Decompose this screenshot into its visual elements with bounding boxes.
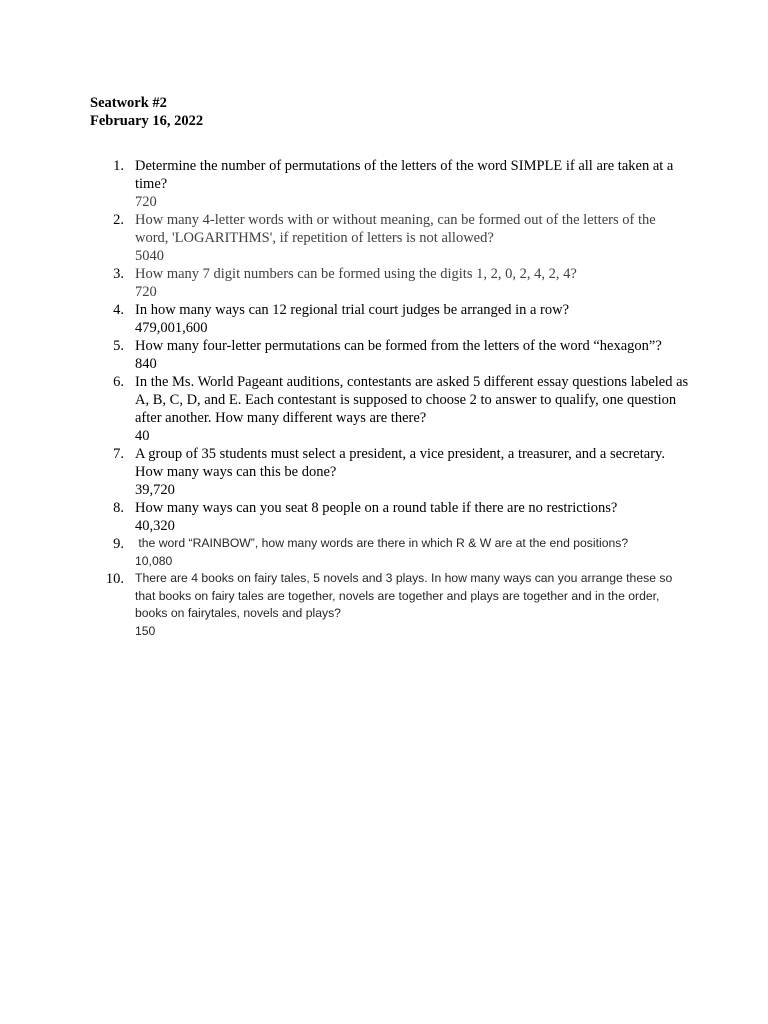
document-header — [90, 94, 203, 130]
answer-text: 40 — [135, 428, 150, 444]
item-number: 4. — [113, 302, 124, 318]
answer-text: 720 — [135, 284, 157, 300]
list-item — [100, 265, 690, 301]
list-item — [100, 337, 690, 373]
question-text: How many 7 digit numbers can be formed using the digits 1, 2, 0, 2, 4, 2, 4? — [135, 266, 577, 282]
document-date: February 16, 2022 — [90, 113, 204, 129]
item-number: 5. — [113, 338, 124, 354]
item-number: 8. — [113, 500, 124, 516]
item-number: 1. — [113, 158, 124, 174]
question-list — [100, 157, 690, 640]
answer-text: 150 — [135, 623, 156, 638]
list-item — [100, 373, 690, 445]
question-text: In how many ways can 12 regional trial court judges be arranged in a row? — [135, 302, 570, 318]
question-text: How many ways can you seat 8 people on a round table if there are no restrictions? — [135, 500, 618, 516]
list-item — [100, 570, 690, 640]
item-number: 6. — [113, 374, 124, 390]
question-text: the word “RAINBOW”, how many words are there in which R & W are at the end positions? — [135, 536, 629, 550]
answer-text: 840 — [135, 356, 157, 372]
document-title: Seatwork #2 — [90, 95, 167, 111]
question-text: How many four-letter permutations can be formed from the letters of the word “hexagon”? — [135, 338, 662, 354]
item-number: 2. — [113, 212, 124, 228]
question-text: Determine the number of permutations of the letters of the word SIMPLE if all are taken at a time? — [135, 158, 674, 192]
answer-text: 40,320 — [135, 518, 175, 534]
item-number: 7. — [113, 446, 124, 462]
answer-text: 39,720 — [135, 482, 175, 498]
question-text: A group of 35 students must select a president, a vice president, a treasurer, and a secretary. How many ways can this be done? — [135, 446, 665, 480]
question-text: How many 4-letter words with or without meaning, can be formed out of the letters of the word, 'LOGARITHMS', if repetition of letters is not allowed? — [135, 212, 656, 246]
list-item — [100, 535, 690, 570]
list-item — [100, 445, 690, 499]
question-text: There are 4 books on fairy tales, 5 novels and 3 plays. In how many ways can you arrange these so that books on fairy tales are together, novels are together and plays are together and in the order, books on fairytales, novels and plays? — [135, 571, 673, 620]
answer-text: 10,080 — [135, 553, 173, 568]
answer-text: 720 — [135, 194, 157, 210]
item-number: 3. — [113, 266, 124, 282]
list-item — [100, 211, 690, 265]
list-item — [100, 301, 690, 337]
question-text: In the Ms. World Pageant auditions, contestants are asked 5 different essay questions labeled as A, B, C, D, and E. Each contestant is supposed to choose 2 to answer to qualify, one question after another. How many different ways are there? — [135, 374, 689, 426]
item-number: 10. — [105, 571, 124, 587]
item-number: 9. — [113, 536, 124, 552]
answer-text: 479,001,600 — [135, 320, 208, 336]
answer-text: 5040 — [135, 248, 164, 264]
list-item — [100, 499, 690, 535]
list-item — [100, 157, 690, 211]
